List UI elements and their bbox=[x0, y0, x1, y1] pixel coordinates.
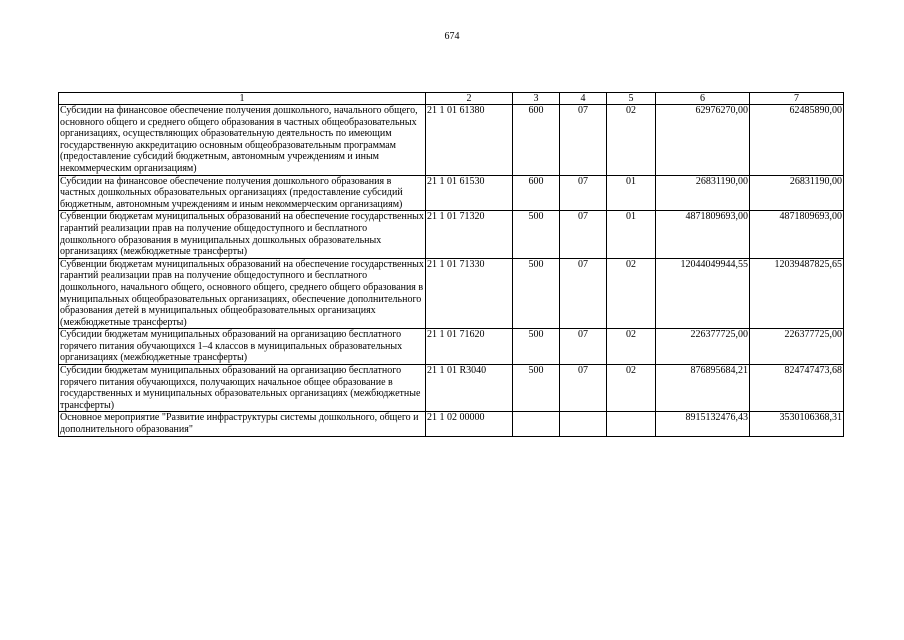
row-col4 bbox=[560, 412, 607, 436]
row-code: 21 1 01 71330 bbox=[426, 258, 513, 329]
row-description: Субвенции бюджетам муниципальных образований на обеспечение государственных гарантий реализации прав на получение общедоступного и бесплатного дошкольного, начального общего, основного общего, среднего общего образования в муниципальных общеобразовательных организациях, обеспечение дополнительного образования детей в муниципальных общеобразовательных организациях (межбюджетные трансферты) bbox=[60, 258, 424, 328]
row-col4: 07 bbox=[560, 329, 607, 365]
row-col6: 62976270,00 bbox=[656, 105, 750, 176]
row-col3: 600 bbox=[513, 175, 560, 211]
header-col-2: 2 bbox=[426, 93, 513, 105]
row-code: 21 1 01 71620 bbox=[426, 329, 513, 365]
table-row bbox=[59, 258, 844, 329]
row-col3: 600 bbox=[513, 105, 560, 176]
row-col5 bbox=[607, 412, 656, 436]
budget-table bbox=[58, 92, 844, 437]
row-col4: 07 bbox=[560, 258, 607, 329]
row-col6: 4871809693,00 bbox=[656, 211, 750, 258]
table-row bbox=[59, 365, 844, 412]
row-col7: 3530106368,31 bbox=[750, 412, 844, 436]
row-col3 bbox=[513, 412, 560, 436]
row-description: Субсидии на финансовое обеспечение получения дошкольного образования в частных дошкольных образовательных организациях (предоставление субсидий бюджетным, автономным учреждениям и иным некоммерческим организациям) bbox=[59, 175, 426, 211]
header-col-4: 4 bbox=[560, 93, 607, 105]
row-col3: 500 bbox=[513, 329, 560, 365]
row-col6: 12044049944,55 bbox=[656, 258, 750, 329]
header-col-6: 6 bbox=[656, 93, 750, 105]
row-col4: 07 bbox=[560, 211, 607, 258]
table-row bbox=[59, 412, 844, 436]
row-description: Субсидии на финансовое обеспечение получения дошкольного, начального общего, основного общего и среднего общего образования в частных общеобразовательных организациях, осуществляющих образовательную деятельность по имеющим государственную аккредитацию основным общеобразовательным программам (предоставление субсидий бюджетным, автономным учреждениям и иным некоммерческим организациям) bbox=[59, 105, 426, 176]
table-row bbox=[59, 211, 844, 258]
row-col3: 500 bbox=[513, 365, 560, 412]
row-description: Субвенции бюджетам муниципальных образований на обеспечение государственных гарантий реализации прав на получение общедоступного и бесплатного дошкольного образования в муниципальных дошкольных образовательных организациях (межбюджетные трансферты) bbox=[60, 211, 424, 258]
row-col6: 876895684,21 bbox=[656, 365, 750, 412]
row-col3: 500 bbox=[513, 258, 560, 329]
row-col5: 01 bbox=[607, 175, 656, 211]
row-col5: 02 bbox=[607, 105, 656, 176]
table-header-row bbox=[59, 93, 844, 105]
row-code: 21 1 01 61530 bbox=[426, 175, 513, 211]
row-col5: 02 bbox=[607, 329, 656, 365]
row-description: Субсидии бюджетам муниципальных образований на организацию бесплатного горячего питания обучающихся, получающих начальное общее образование в государственных и муниципальных образовательных организациях (межбюджетные трансферты) bbox=[59, 365, 426, 412]
row-col4: 07 bbox=[560, 105, 607, 176]
row-code: 21 1 01 R3040 bbox=[426, 365, 513, 412]
row-code: 21 1 02 00000 bbox=[426, 412, 513, 436]
header-col-7: 7 bbox=[750, 93, 844, 105]
row-description: Субсидии бюджетам муниципальных образований на организацию бесплатного горячего питания обучающихся 1–4 классов в муниципальных образовательных организациях (межбюджетные трансферты) bbox=[59, 329, 426, 365]
row-col5: 01 bbox=[607, 211, 656, 258]
row-col3: 500 bbox=[513, 211, 560, 258]
page-number: 674 bbox=[444, 31, 460, 42]
row-col7: 824747473,68 bbox=[750, 365, 844, 412]
row-col6: 26831190,00 bbox=[656, 175, 750, 211]
row-col7: 62485890,00 bbox=[750, 105, 844, 176]
row-col6: 8915132476,43 bbox=[656, 412, 750, 436]
row-col5: 02 bbox=[607, 365, 656, 412]
row-col5: 02 bbox=[607, 258, 656, 329]
header-col-3: 3 bbox=[513, 93, 560, 105]
row-code: 21 1 01 71320 bbox=[426, 211, 513, 258]
row-code: 21 1 01 61380 bbox=[426, 105, 513, 176]
table-row bbox=[59, 105, 844, 176]
row-col4: 07 bbox=[560, 175, 607, 211]
row-col7: 26831190,00 bbox=[750, 175, 844, 211]
row-description: Основное мероприятие "Развитие инфраструктуры системы дошкольного, общего и дополнительного образования" bbox=[59, 412, 426, 436]
table-row bbox=[59, 175, 844, 211]
header-col-1: 1 bbox=[59, 93, 426, 105]
row-col7: 4871809693,00 bbox=[750, 211, 844, 258]
table-row bbox=[59, 329, 844, 365]
row-col4: 07 bbox=[560, 365, 607, 412]
header-col-5: 5 bbox=[607, 93, 656, 105]
row-col7: 226377725,00 bbox=[750, 329, 844, 365]
row-col6: 226377725,00 bbox=[656, 329, 750, 365]
row-col7: 12039487825,65 bbox=[750, 258, 844, 329]
